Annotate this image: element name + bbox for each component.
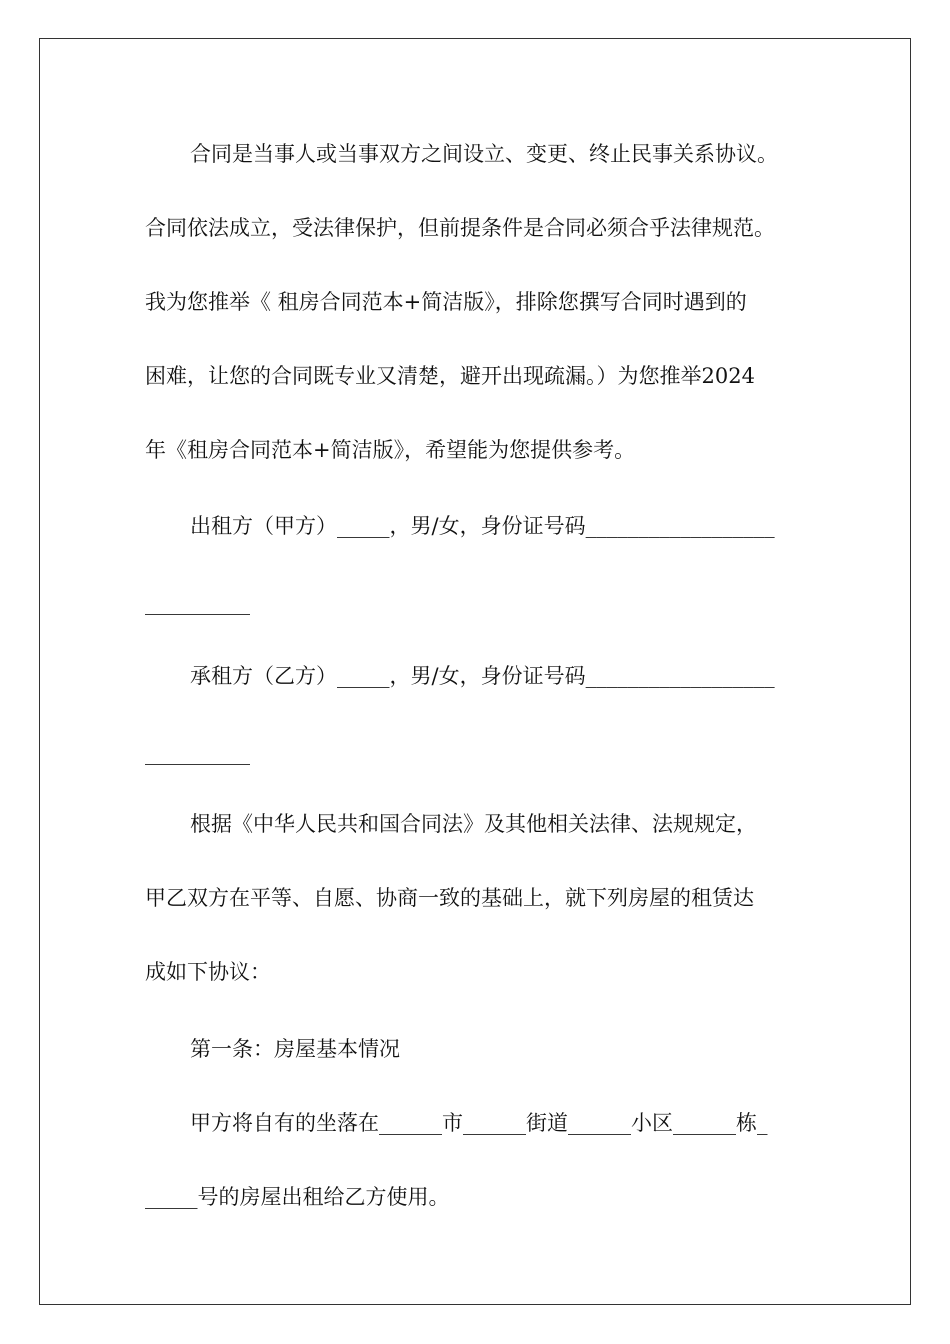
section-heading: 第一条：房屋基本情况 (190, 1037, 400, 1061)
lessee-line: 承租方（乙方）_____，男/女，身份证号码__________________ (190, 664, 775, 688)
paragraph-line: 年《租房合同范本+简洁版》，希望能为您提供参考。 (145, 438, 636, 462)
paragraph-line: 合同是当事人或当事双方之间设立、变更、终止民事关系协议。 (190, 142, 778, 166)
lessee-id-blank: __________ (145, 741, 250, 765)
paragraph-line: _____号的房屋出租给乙方使用。 (145, 1185, 450, 1209)
paragraph-line: 成如下协议： (145, 960, 271, 984)
paragraph-line: 根据《中华人民共和国合同法》及其他相关法律、法规规定， (190, 812, 757, 836)
paragraph-line: 困难，让您的合同既专业又清楚，避开出现疏漏。）为您推举2024 (145, 364, 755, 388)
paragraph-line: 甲乙双方在平等、自愿、协商一致的基础上，就下列房屋的租赁达 (145, 886, 754, 910)
paragraph-line: 甲方将自有的坐落在______市______街道______小区______栋_ (190, 1111, 768, 1135)
paragraph-line: 合同依法成立，受法律保护，但前提条件是合同必须合乎法律规范。 (145, 216, 775, 240)
lessor-line: 出租方（甲方）_____，男/女，身份证号码__________________ (190, 514, 775, 538)
lessor-id-blank: __________ (145, 591, 250, 615)
paragraph-line: 我为您推举《 租房合同范本+简洁版》，排除您撰写合同时遇到的 (145, 290, 747, 314)
